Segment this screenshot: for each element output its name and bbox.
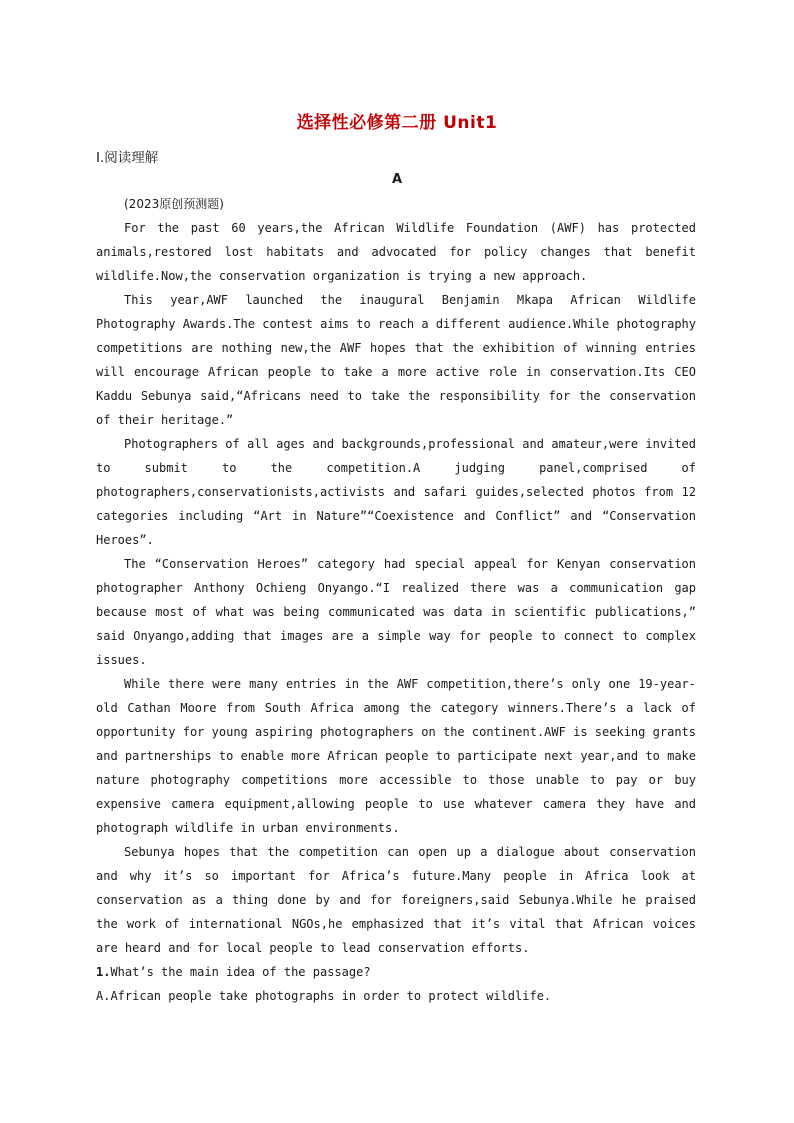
- page-title: 选择性必修第二册 Unit1: [296, 113, 498, 133]
- passage-label: A: [391, 172, 403, 187]
- passage-body: [96, 192, 696, 1008]
- section-heading: Ⅰ.阅读理解: [96, 150, 159, 166]
- paragraph: Sebunya hopes that the competition can open up a dialogue about conservation and why it’s so important for Africa’s future.Many people in Africa look at conservation as a thing done by and for foreigners,said Sebunya.While he praised the work of international NGOs,he emphasized that it’s vital that African voices are heard and for local people to lead conservation efforts.: [96, 845, 696, 955]
- paragraph: While there were many entries in the AWF competition,there’s only one 19-year-old Cathan Moore from South Africa among the category winners.There’s a lack of opportunity for young aspiring photographers on the continent.AWF is seeking grants and partnerships to enable more African people to participate next year,and to make nature photography competitions more accessible to those unable to pay or buy expensive camera equipment,allowing people to use whatever camera they have and photograph wildlife in urban environments.: [96, 677, 696, 835]
- answer-option: A.African people take photographs in order to protect wildlife.: [96, 989, 552, 1003]
- paragraph: This year,AWF launched the inaugural Benjamin Mkapa African Wildlife Photography Awards.The contest aims to reach a different audience.While photography competitions are nothing new,the AWF hopes that the exhibition of winning entries will encourage African people to take a more active role in conservation.Its CEO Kaddu Sebunya said,“Africans need to take the responsibility for the conservation of their heritage.”: [96, 293, 696, 427]
- question-text: What’s the main idea of the passage?: [110, 965, 371, 979]
- paragraph: Photographers of all ages and backgrounds,professional and amateur,were invited to submit to the competition.A judging panel,comprised of photographers,conservationists,activists and safari guides,selected photos from 12 categories including “Art in Nature”“Coexistence and Conflict” and “Conservation Heroes”.: [96, 437, 696, 547]
- question-number: 1.: [96, 965, 111, 979]
- paragraph: The “Conservation Heroes” category had special appeal for Kenyan conservation photographer Anthony Ochieng Onyango.“I realized there was a communication gap because most of what was being communicated was data in scientific publications,” said Onyango,adding that images are a simple way for people to connect to complex issues.: [96, 557, 696, 667]
- source-note: (2023原创预测题): [124, 197, 224, 211]
- paragraph: For the past 60 years,the African Wildlife Foundation (AWF) has protected animals,restored lost habitats and advocated for policy changes that benefit wildlife.Now,the conservation organization is trying a new approach.: [96, 221, 696, 283]
- question: [96, 960, 696, 984]
